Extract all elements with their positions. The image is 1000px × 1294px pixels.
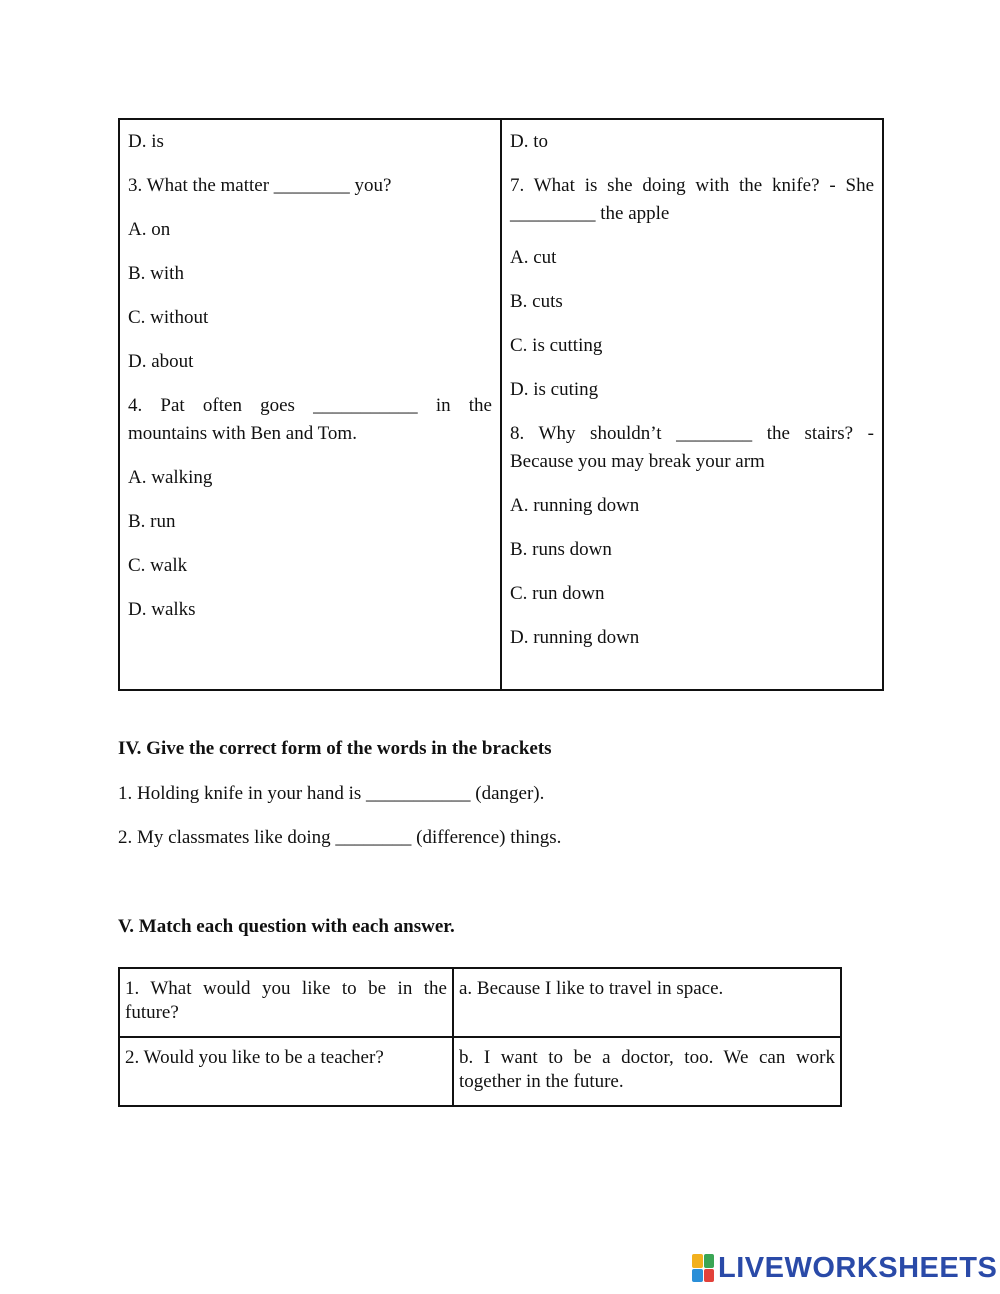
question-cell: 2. Would you like to be a teacher? [119,1037,453,1106]
right-line: D. to [510,131,548,152]
multiple-choice-table [118,118,884,691]
answer-cell: b. I want to be a doctor, too. We can work together in the future. [453,1037,841,1106]
logo-mark-icon [692,1254,714,1282]
section4-heading: IV. Give the correct form of the words in the brackets [118,738,552,759]
right-line: 8. Why shouldn’t ________ the stairs? - Because you may break your arm [510,423,874,472]
right-line: B. cuts [510,291,563,312]
left-line: C. without [128,307,209,328]
right-line: D. running down [510,627,640,648]
right-line: B. runs down [510,539,612,560]
section4-item-2: 2. My classmates like doing ________ (difference) things. [118,827,562,848]
left-line: D. is [128,131,164,152]
right-line: A. running down [510,495,640,516]
logo-text: LIVEWORKSHEETS [718,1251,998,1284]
right-line: C. is cutting [510,335,603,356]
matching-table [118,967,842,1107]
right-line: D. is cuting [510,379,599,400]
left-line: A. on [128,219,171,240]
left-line: B. with [128,263,184,284]
right-line: 7. What is she doing with the knife? - She _________ the apple [510,175,874,224]
left-column [119,119,501,690]
left-line: D. walks [128,599,196,620]
left-line: A. walking [128,467,213,488]
left-line: C. walk [128,555,188,576]
liveworksheets-logo [692,1251,997,1285]
right-line: C. run down [510,583,605,604]
section5-heading: V. Match each question with each answer. [118,916,455,937]
left-line: 4. Pat often goes ___________ in the mountains with Ben and Tom. [128,395,492,444]
answer-cell: a. Because I like to travel in space. [453,968,841,1037]
question-cell: 1. What would you like to be in the future? [119,968,453,1037]
table-row [119,968,841,1037]
left-line: B. run [128,511,176,532]
right-line: A. cut [510,247,557,268]
section4-item-1: 1. Holding knife in your hand is ___________ (danger). [118,783,545,804]
table-row [119,1037,841,1106]
left-line: 3. What the matter ________ you? [128,175,392,196]
left-line: D. about [128,351,194,372]
right-column [501,119,883,690]
